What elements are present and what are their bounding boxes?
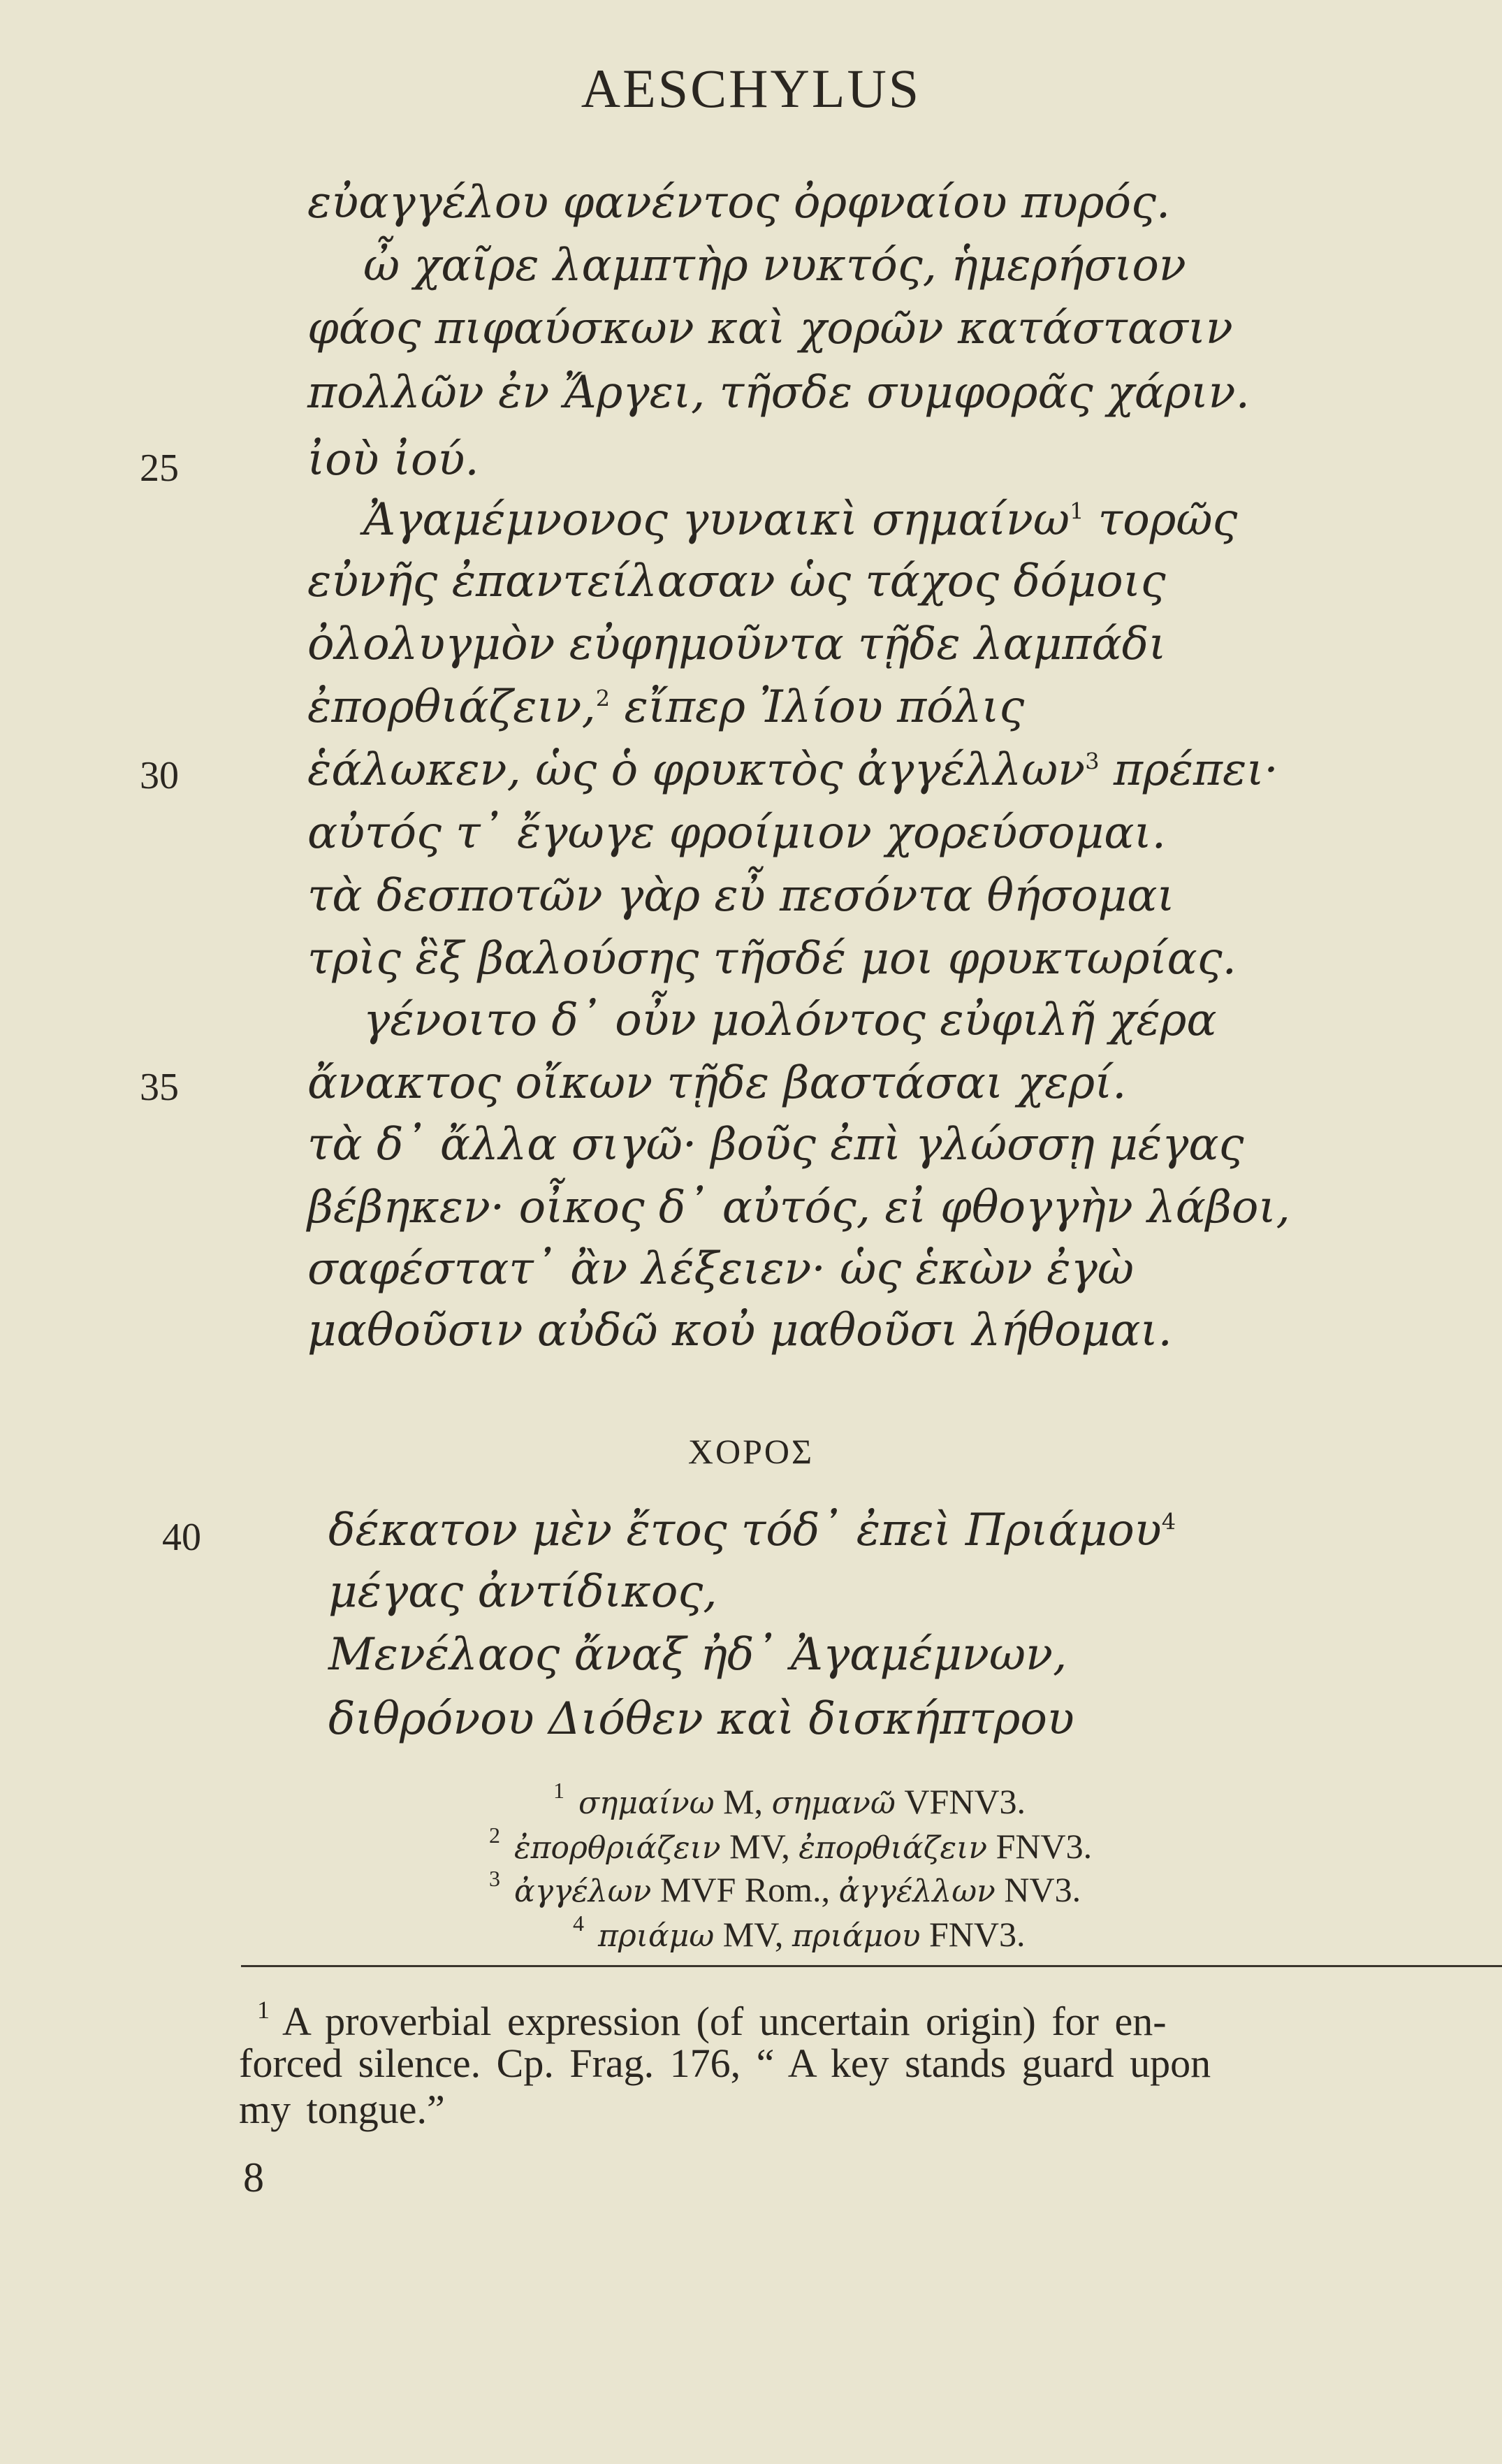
apparatus-ref: 3: [1085, 748, 1100, 775]
verse-line: τρὶς ἓξ βαλούσης τῆσδέ μοι φρυκτωρίας.: [307, 933, 1237, 985]
running-head: AESCHYLUS: [581, 58, 921, 119]
verse-line: φάος πιφαύσκων καὶ χορῶν κατάστασιν: [307, 303, 1233, 354]
page-number: 8: [243, 2154, 264, 2201]
footnote-rule: [241, 1965, 1502, 1967]
verse-line: μαθοῦσιν αὐδῶ κοὐ μαθοῦσι λήθομαι.: [307, 1305, 1172, 1356]
verse-line: ἰοὺ ἰού.: [307, 434, 479, 486]
line-number: 30: [140, 754, 179, 797]
apparatus-ref: 4: [1161, 1508, 1176, 1535]
line-number: 40: [162, 1516, 201, 1559]
footnote-line: forced silence. Cp. Frag. 176, “ A key stands guard upon: [239, 2041, 1211, 2086]
verse-line: Μενέλαος ἄναξ ἠδ᾽ Ἀγαμέμνων,: [328, 1629, 1067, 1681]
verse-line: Ἀγαμέμνονος γυναικὶ σημαίνω$^1$ τορῶς: [363, 494, 1238, 546]
verse-line: εὐαγγέλου φανέντος ὀρφναίου πυρός.: [307, 177, 1171, 229]
apparatus-note: $^4$ πριάμω MV, πριάμου FNV3.: [573, 1911, 1026, 1954]
verse-line: πολλῶν ἐν Ἄργει, τῆσδε συμφορᾶς χάριν.: [307, 367, 1250, 419]
footnote-ref: 1: [1070, 498, 1084, 525]
verse-line: ἑάλωκεν, ὡς ὁ φρυκτὸς ἀγγέλλων$^3$ πρέπει·: [307, 744, 1278, 796]
verse-line: γένοιτο δ᾽ οὖν μολόντος εὐφιλῆ χέρα: [363, 994, 1217, 1046]
apparatus-note: $^3$ ἀγγέλων MVF Rom., ἀγγέλλων NV3.: [489, 1866, 1081, 1909]
footnote-line: $^1$ A proverbial expression (of uncertain origin) for en-: [257, 1996, 1167, 2044]
apparatus-note: $^2$ ἐπορθριάζειν MV, ἐπορθιάζειν FNV3.: [489, 1822, 1093, 1866]
verse-line: εὐνῆς ἐπαντείλασαν ὡς τάχος δόμοις: [307, 556, 1166, 607]
verse-line: αὐτός τ᾽ ἔγωγε φροίμιον χορεύσομαι.: [307, 807, 1166, 859]
verse-line: δέκατον μὲν ἔτος τόδ᾽ ἐπεὶ Πριάμου$^4$: [328, 1505, 1176, 1556]
footnote-line: my tongue.”: [239, 2087, 445, 2132]
speech-heading: ΧΟΡΟΣ: [687, 1432, 815, 1471]
verse-line: τὰ δ᾽ ἄλλα σιγῶ· βοῦς ἐπὶ γλώσσῃ μέγας: [307, 1119, 1244, 1171]
verse-line: ἄνακτος οἴκων τῇδε βαστάσαι χερί.: [307, 1057, 1127, 1109]
apparatus-note: $^1$ σημαίνω M, σημανῶ VFNV3.: [553, 1778, 1026, 1821]
apparatus-ref: 2: [595, 685, 611, 712]
verse-line: ἐπορθιάζειν,$^2$ εἴπερ Ἰλίου πόλις: [307, 681, 1025, 733]
verse-line: βέβηκεν· οἶκος δ᾽ αὐτός, εἰ φθογγὴν λάβοι,: [307, 1182, 1290, 1233]
verse-line: διθρόνου Διόθεν καὶ δισκήπτρου: [328, 1693, 1074, 1745]
line-number: 25: [140, 447, 179, 490]
verse-line: μέγας ἀντίδικος,: [328, 1566, 717, 1618]
line-number: 35: [140, 1066, 179, 1109]
verse-line: ὀλολυγμὸν εὐφημοῦντα τῇδε λαμπάδι: [307, 618, 1167, 670]
verse-line: ὦ χαῖρε λαμπτὴρ νυκτός, ἡμερήσιον: [363, 240, 1186, 291]
verse-line: τὰ δεσποτῶν γὰρ εὖ πεσόντα θήσομαι: [307, 870, 1175, 922]
verse-line: σαφέστατ᾽ ἂν λέξειεν· ὡς ἑκὼν ἐγὼ: [307, 1243, 1135, 1295]
